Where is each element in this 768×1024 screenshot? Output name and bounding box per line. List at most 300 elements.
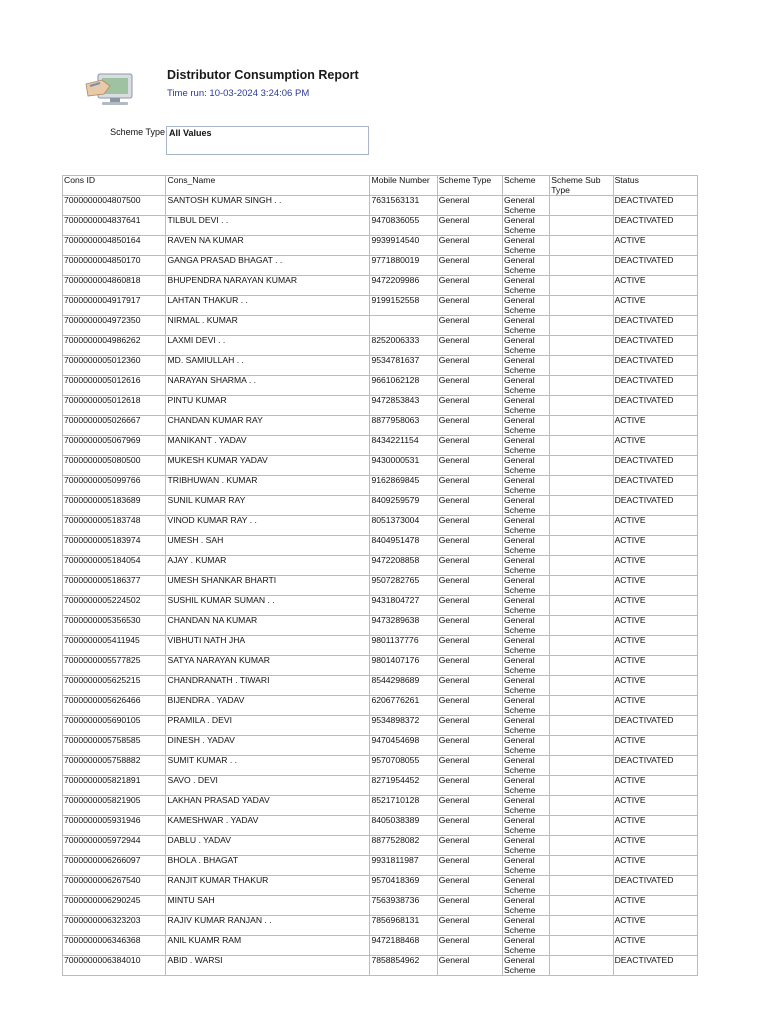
cell-cons-name: PINTU KUMAR (166, 396, 370, 416)
cell-cons-name: NARAYAN SHARMA . . (166, 376, 370, 396)
cell-scheme-sub-type (550, 336, 613, 356)
table-row (63, 676, 698, 696)
cell-scheme: General Scheme (503, 356, 550, 376)
cell-scheme-sub-type (550, 616, 613, 636)
cell-scheme: General Scheme (503, 956, 550, 976)
cell-cons-name: SUMIT KUMAR . . (166, 756, 370, 776)
cell-mobile-number: 9473289638 (370, 616, 437, 636)
cell-status: ACTIVE (613, 236, 697, 256)
cell-cons-id: 7000000005758882 (63, 756, 166, 776)
cell-scheme-sub-type (550, 636, 613, 656)
cell-scheme: General Scheme (503, 876, 550, 896)
cell-cons-id: 7000000005026667 (63, 416, 166, 436)
cell-scheme-sub-type (550, 256, 613, 276)
cell-scheme: General Scheme (503, 916, 550, 936)
cell-mobile-number: 9939914540 (370, 236, 437, 256)
cell-scheme-sub-type (550, 756, 613, 776)
table-row (63, 856, 698, 876)
cell-cons-name: NIRMAL . KUMAR (166, 316, 370, 336)
cell-cons-name: SATYA NARAYAN KUMAR (166, 656, 370, 676)
cell-scheme: General Scheme (503, 516, 550, 536)
table-row (63, 476, 698, 496)
cell-cons-id: 7000000005183748 (63, 516, 166, 536)
cell-scheme-sub-type (550, 736, 613, 756)
cell-cons-id: 7000000005224502 (63, 596, 166, 616)
cell-scheme-type: General (437, 496, 502, 516)
cell-cons-id: 7000000004850164 (63, 236, 166, 256)
cell-cons-name: BIJENDRA . YADAV (166, 696, 370, 716)
cell-scheme-type: General (437, 896, 502, 916)
cell-scheme-sub-type (550, 816, 613, 836)
table-row (63, 776, 698, 796)
cell-status: ACTIVE (613, 416, 697, 436)
cell-status: ACTIVE (613, 916, 697, 936)
table-body (63, 196, 698, 976)
cell-scheme: General Scheme (503, 396, 550, 416)
cell-scheme-sub-type (550, 236, 613, 256)
cell-scheme: General Scheme (503, 756, 550, 776)
cell-scheme: General Scheme (503, 536, 550, 556)
cell-cons-id: 7000000006267540 (63, 876, 166, 896)
cell-scheme-sub-type (550, 216, 613, 236)
cell-scheme-type: General (437, 716, 502, 736)
cell-cons-name: RAVEN NA KUMAR (166, 236, 370, 256)
cell-cons-name: DINESH . YADAV (166, 736, 370, 756)
column-header-scheme-type: Scheme Type (437, 176, 502, 196)
cell-scheme-type: General (437, 756, 502, 776)
cell-scheme-type: General (437, 396, 502, 416)
cell-scheme: General Scheme (503, 196, 550, 216)
cell-scheme: General Scheme (503, 276, 550, 296)
cell-status: ACTIVE (613, 276, 697, 296)
cell-scheme-sub-type (550, 396, 613, 416)
table-row (63, 636, 698, 656)
cell-status: ACTIVE (613, 776, 697, 796)
cell-scheme-sub-type (550, 676, 613, 696)
cell-scheme-type: General (437, 576, 502, 596)
report-logo-icon (84, 70, 140, 108)
table-row (63, 436, 698, 456)
table-row (63, 736, 698, 756)
cell-cons-id: 7000000005012618 (63, 396, 166, 416)
cell-cons-name: MANIKANT . YADAV (166, 436, 370, 456)
cell-scheme-type: General (437, 636, 502, 656)
cell-scheme-sub-type (550, 536, 613, 556)
cell-mobile-number: 8409259579 (370, 496, 437, 516)
table-row (63, 516, 698, 536)
cell-mobile-number: 8877958063 (370, 416, 437, 436)
cell-mobile-number: 6206776261 (370, 696, 437, 716)
cell-scheme: General Scheme (503, 316, 550, 336)
cell-scheme: General Scheme (503, 376, 550, 396)
cell-cons-name: ABID . WARSI (166, 956, 370, 976)
table-row (63, 536, 698, 556)
cell-cons-name: LAHTAN THAKUR . . (166, 296, 370, 316)
table-row (63, 496, 698, 516)
cell-mobile-number: 9570708055 (370, 756, 437, 776)
cell-cons-name: VINOD KUMAR RAY . . (166, 516, 370, 536)
cell-scheme: General Scheme (503, 676, 550, 696)
table-row (63, 396, 698, 416)
cell-mobile-number: 9431804727 (370, 596, 437, 616)
table-row (63, 216, 698, 236)
column-header-cons-name: Cons_Name (166, 176, 370, 196)
cell-cons-name: CHANDRANATH . TIWARI (166, 676, 370, 696)
cell-scheme: General Scheme (503, 416, 550, 436)
cell-scheme-sub-type (550, 476, 613, 496)
cell-cons-name: PRAMILA . DEVI (166, 716, 370, 736)
cell-mobile-number: 8521710128 (370, 796, 437, 816)
cell-scheme-type: General (437, 456, 502, 476)
cell-status: DEACTIVATED (613, 376, 697, 396)
cell-scheme: General Scheme (503, 896, 550, 916)
cell-mobile-number: 9472188468 (370, 936, 437, 956)
cell-scheme-type: General (437, 596, 502, 616)
cell-scheme: General Scheme (503, 556, 550, 576)
table-row (63, 816, 698, 836)
table-row (63, 236, 698, 256)
cell-mobile-number: 9534898372 (370, 716, 437, 736)
cell-scheme: General Scheme (503, 296, 550, 316)
cell-cons-name: CHANDAN KUMAR RAY (166, 416, 370, 436)
cell-scheme: General Scheme (503, 616, 550, 636)
scheme-type-filter: All Values (166, 126, 369, 155)
cell-mobile-number: 9472208858 (370, 556, 437, 576)
cell-scheme-type: General (437, 476, 502, 496)
cell-cons-id: 7000000005931946 (63, 816, 166, 836)
table-row (63, 916, 698, 936)
cell-cons-id: 7000000004837641 (63, 216, 166, 236)
table-row (63, 336, 698, 356)
cell-mobile-number: 9507282765 (370, 576, 437, 596)
cell-cons-id: 7000000005012616 (63, 376, 166, 396)
cell-scheme-type: General (437, 696, 502, 716)
cell-cons-id: 7000000005626466 (63, 696, 166, 716)
cell-cons-name: AJAY . KUMAR (166, 556, 370, 576)
cell-status: ACTIVE (613, 296, 697, 316)
table-row (63, 616, 698, 636)
cell-mobile-number: 8544298689 (370, 676, 437, 696)
cell-mobile-number: 9534781637 (370, 356, 437, 376)
cell-cons-name: ANIL KUAMR RAM (166, 936, 370, 956)
cell-mobile-number: 9470454698 (370, 736, 437, 756)
cell-scheme-type: General (437, 316, 502, 336)
cell-scheme-type: General (437, 296, 502, 316)
cell-scheme-type: General (437, 516, 502, 536)
cell-cons-name: RAJIV KUMAR RANJAN . . (166, 916, 370, 936)
cell-cons-id: 7000000005184054 (63, 556, 166, 576)
cell-mobile-number: 9472853843 (370, 396, 437, 416)
cell-cons-id: 7000000005625215 (63, 676, 166, 696)
cell-scheme-type: General (437, 216, 502, 236)
table-row (63, 876, 698, 896)
cell-cons-id: 7000000006323203 (63, 916, 166, 936)
cell-scheme-sub-type (550, 416, 613, 436)
cell-cons-name: SUNIL KUMAR RAY (166, 496, 370, 516)
cell-scheme: General Scheme (503, 496, 550, 516)
cell-cons-id: 7000000004986262 (63, 336, 166, 356)
table-row (63, 316, 698, 336)
cell-mobile-number (370, 316, 437, 336)
cell-scheme-sub-type (550, 596, 613, 616)
cell-scheme-type: General (437, 796, 502, 816)
column-header-scheme-sub-type: Scheme Sub Type (550, 176, 613, 196)
table-row (63, 296, 698, 316)
cell-scheme-sub-type (550, 576, 613, 596)
cell-status: DEACTIVATED (613, 336, 697, 356)
column-header-status: Status (613, 176, 697, 196)
cell-cons-name: MUKESH KUMAR YADAV (166, 456, 370, 476)
cell-scheme-sub-type (550, 796, 613, 816)
cell-mobile-number: 7631563131 (370, 196, 437, 216)
cell-mobile-number: 9801137776 (370, 636, 437, 656)
cell-scheme: General Scheme (503, 736, 550, 756)
filter-label: Scheme Type (110, 127, 165, 137)
table-row (63, 556, 698, 576)
table-row (63, 416, 698, 436)
cell-scheme-sub-type (550, 916, 613, 936)
cell-mobile-number: 7856968131 (370, 916, 437, 936)
cell-cons-id: 7000000006266097 (63, 856, 166, 876)
cell-cons-id: 7000000006384010 (63, 956, 166, 976)
cell-scheme-type: General (437, 356, 502, 376)
table-row (63, 376, 698, 396)
cell-scheme-sub-type (550, 776, 613, 796)
cell-cons-id: 7000000006290245 (63, 896, 166, 916)
cell-cons-id: 7000000005099766 (63, 476, 166, 496)
cell-status: DEACTIVATED (613, 476, 697, 496)
cell-status: ACTIVE (613, 696, 697, 716)
cell-mobile-number: 9771880019 (370, 256, 437, 276)
cell-cons-name: BHUPENDRA NARAYAN KUMAR (166, 276, 370, 296)
cell-status: ACTIVE (613, 596, 697, 616)
cell-scheme-type: General (437, 676, 502, 696)
cell-status: ACTIVE (613, 656, 697, 676)
cell-cons-id: 7000000005411945 (63, 636, 166, 656)
table-row (63, 756, 698, 776)
cell-status: ACTIVE (613, 576, 697, 596)
cell-cons-id: 7000000004917917 (63, 296, 166, 316)
column-header-scheme: Scheme (503, 176, 550, 196)
cell-cons-name: MINTU SAH (166, 896, 370, 916)
table-row (63, 576, 698, 596)
cell-cons-name: CHANDAN NA KUMAR (166, 616, 370, 636)
cell-scheme-type: General (437, 276, 502, 296)
cell-status: ACTIVE (613, 816, 697, 836)
cell-scheme-type: General (437, 336, 502, 356)
cell-cons-id: 7000000005821891 (63, 776, 166, 796)
cell-scheme-sub-type (550, 696, 613, 716)
cell-scheme-sub-type (550, 716, 613, 736)
cell-scheme: General Scheme (503, 796, 550, 816)
cell-scheme-type: General (437, 656, 502, 676)
cell-status: ACTIVE (613, 676, 697, 696)
cell-scheme-type: General (437, 876, 502, 896)
cell-scheme-type: General (437, 956, 502, 976)
cell-scheme-sub-type (550, 376, 613, 396)
cell-status: DEACTIVATED (613, 256, 697, 276)
cell-scheme-type: General (437, 236, 502, 256)
cell-mobile-number: 8271954452 (370, 776, 437, 796)
cell-scheme: General Scheme (503, 936, 550, 956)
cell-cons-id: 7000000005821905 (63, 796, 166, 816)
table-row (63, 596, 698, 616)
cell-cons-name: SAVO . DEVI (166, 776, 370, 796)
table-row (63, 656, 698, 676)
cell-cons-id: 7000000004972350 (63, 316, 166, 336)
cell-status: ACTIVE (613, 856, 697, 876)
cell-mobile-number: 9661062128 (370, 376, 437, 396)
table-row (63, 356, 698, 376)
cell-mobile-number: 8405038389 (370, 816, 437, 836)
cell-mobile-number: 8434221154 (370, 436, 437, 456)
cell-mobile-number: 9801407176 (370, 656, 437, 676)
table-row (63, 456, 698, 476)
cell-scheme-sub-type (550, 896, 613, 916)
cell-status: ACTIVE (613, 516, 697, 536)
cell-mobile-number: 9570418369 (370, 876, 437, 896)
cell-mobile-number: 9472209986 (370, 276, 437, 296)
table-row (63, 276, 698, 296)
cell-scheme-sub-type (550, 316, 613, 336)
cell-scheme: General Scheme (503, 576, 550, 596)
cell-scheme-sub-type (550, 516, 613, 536)
cell-scheme-sub-type (550, 496, 613, 516)
time-run: Time run: 10-03-2024 3:24:06 PM (167, 88, 310, 99)
cell-mobile-number: 8051373004 (370, 516, 437, 536)
cell-status: ACTIVE (613, 616, 697, 636)
table-row (63, 256, 698, 276)
cell-scheme-type: General (437, 776, 502, 796)
cell-scheme-type: General (437, 816, 502, 836)
cell-mobile-number: 9470836055 (370, 216, 437, 236)
cell-cons-name: UMESH SHANKAR BHARTI (166, 576, 370, 596)
cell-scheme: General Scheme (503, 596, 550, 616)
cell-cons-id: 7000000006346368 (63, 936, 166, 956)
cell-status: ACTIVE (613, 936, 697, 956)
cell-status: ACTIVE (613, 796, 697, 816)
cell-cons-id: 7000000005972944 (63, 836, 166, 856)
cell-scheme-type: General (437, 536, 502, 556)
cell-scheme: General Scheme (503, 336, 550, 356)
cell-scheme-sub-type (550, 276, 613, 296)
cell-scheme: General Scheme (503, 436, 550, 456)
table-row (63, 196, 698, 216)
cell-status: DEACTIVATED (613, 456, 697, 476)
cell-mobile-number: 9199152558 (370, 296, 437, 316)
cell-mobile-number: 9430000531 (370, 456, 437, 476)
cell-scheme: General Scheme (503, 816, 550, 836)
cell-status: DEACTIVATED (613, 716, 697, 736)
cell-scheme-type: General (437, 836, 502, 856)
cell-scheme: General Scheme (503, 256, 550, 276)
cell-scheme-sub-type (550, 956, 613, 976)
cell-scheme: General Scheme (503, 696, 550, 716)
cell-cons-id: 7000000005758585 (63, 736, 166, 756)
cell-scheme-sub-type (550, 836, 613, 856)
cell-status: DEACTIVATED (613, 756, 697, 776)
report-title: Distributor Consumption Report (167, 68, 359, 82)
cell-scheme-sub-type (550, 936, 613, 956)
cell-scheme: General Scheme (503, 216, 550, 236)
cell-status: DEACTIVATED (613, 316, 697, 336)
cell-mobile-number: 9162869845 (370, 476, 437, 496)
cell-scheme-sub-type (550, 196, 613, 216)
table-row (63, 796, 698, 816)
cell-cons-id: 7000000004807500 (63, 196, 166, 216)
cell-cons-name: VIBHUTI NATH JHA (166, 636, 370, 656)
cell-scheme: General Scheme (503, 656, 550, 676)
cell-cons-id: 7000000004860818 (63, 276, 166, 296)
cell-mobile-number: 8252006333 (370, 336, 437, 356)
cell-status: DEACTIVATED (613, 496, 697, 516)
cell-scheme-sub-type (550, 456, 613, 476)
cell-scheme: General Scheme (503, 836, 550, 856)
cell-scheme: General Scheme (503, 716, 550, 736)
cell-scheme-sub-type (550, 656, 613, 676)
report-table (62, 175, 698, 976)
cell-mobile-number: 8877528082 (370, 836, 437, 856)
cell-scheme-sub-type (550, 876, 613, 896)
cell-status: DEACTIVATED (613, 956, 697, 976)
cell-scheme-type: General (437, 256, 502, 276)
cell-cons-name: SANTOSH KUMAR SINGH . . (166, 196, 370, 216)
cell-scheme-type: General (437, 856, 502, 876)
cell-mobile-number: 8404951478 (370, 536, 437, 556)
cell-scheme-type: General (437, 436, 502, 456)
cell-scheme-sub-type (550, 436, 613, 456)
cell-scheme: General Scheme (503, 456, 550, 476)
cell-mobile-number: 7858854962 (370, 956, 437, 976)
cell-cons-id: 7000000005012360 (63, 356, 166, 376)
cell-scheme: General Scheme (503, 856, 550, 876)
cell-cons-name: KAMESHWAR . YADAV (166, 816, 370, 836)
cell-scheme-type: General (437, 916, 502, 936)
cell-cons-name: UMESH . SAH (166, 536, 370, 556)
cell-cons-name: DABLU . YADAV (166, 836, 370, 856)
cell-cons-name: TILBUL DEVI . . (166, 216, 370, 236)
cell-status: ACTIVE (613, 436, 697, 456)
cell-scheme-sub-type (550, 356, 613, 376)
column-header-mobile-number: Mobile Number (370, 176, 437, 196)
cell-scheme-sub-type (550, 856, 613, 876)
cell-status: DEACTIVATED (613, 356, 697, 376)
cell-cons-id: 7000000005356530 (63, 616, 166, 636)
cell-scheme: General Scheme (503, 476, 550, 496)
cell-scheme-type: General (437, 616, 502, 636)
column-header-cons-id: Cons ID (63, 176, 166, 196)
cell-cons-id: 7000000005067969 (63, 436, 166, 456)
table-row (63, 836, 698, 856)
cell-status: DEACTIVATED (613, 196, 697, 216)
cell-cons-name: GANGA PRASAD BHAGAT . . (166, 256, 370, 276)
cell-status: ACTIVE (613, 836, 697, 856)
cell-scheme-type: General (437, 736, 502, 756)
cell-cons-id: 7000000004850170 (63, 256, 166, 276)
cell-cons-name: SUSHIL KUMAR SUMAN . . (166, 596, 370, 616)
cell-status: DEACTIVATED (613, 216, 697, 236)
cell-scheme: General Scheme (503, 776, 550, 796)
cell-status: ACTIVE (613, 536, 697, 556)
table-row (63, 936, 698, 956)
cell-cons-name: RANJIT KUMAR THAKUR (166, 876, 370, 896)
cell-cons-id: 7000000005186377 (63, 576, 166, 596)
cell-cons-id: 7000000005183689 (63, 496, 166, 516)
cell-status: ACTIVE (613, 636, 697, 656)
cell-cons-id: 7000000005577825 (63, 656, 166, 676)
cell-scheme: General Scheme (503, 236, 550, 256)
table-row (63, 956, 698, 976)
